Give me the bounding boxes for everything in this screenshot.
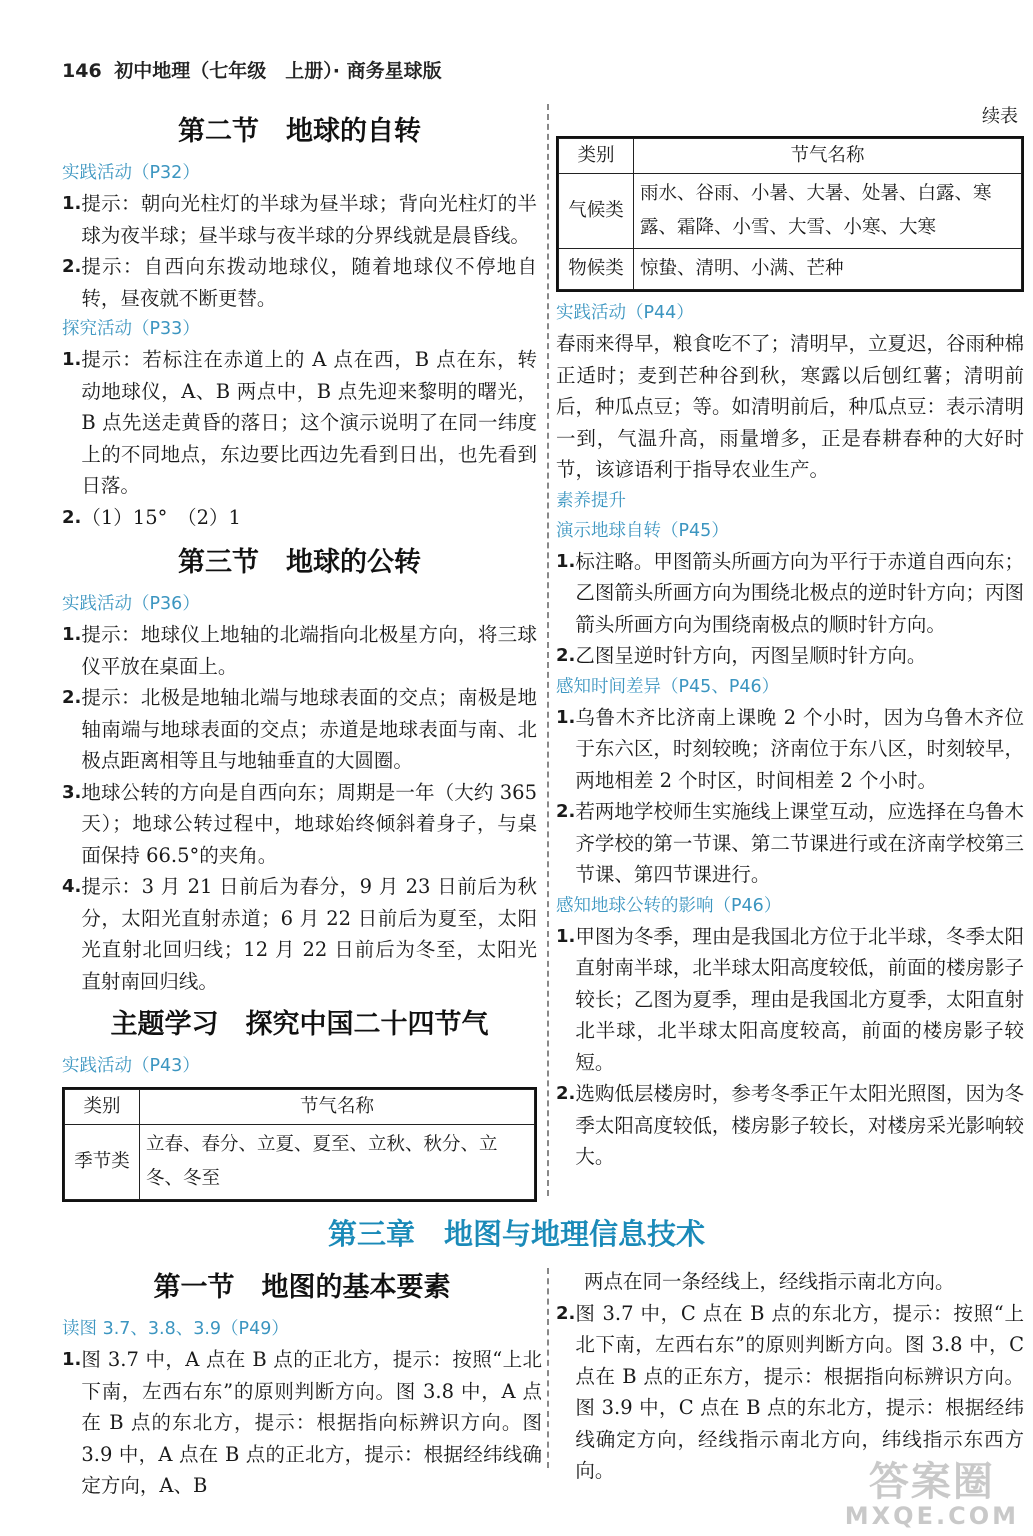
watermark-text: 答案圈 xyxy=(868,1459,995,1505)
solar-terms-table xyxy=(62,1087,537,1202)
answer-item xyxy=(556,796,1024,891)
item-text: （1）15° （2）1 xyxy=(81,505,241,529)
item-text: 乙图呈逆时针方向，丙图呈顺时针方向。 xyxy=(575,644,927,667)
answer-item xyxy=(62,251,537,314)
activity-heading: 实践活动（P32） xyxy=(62,163,200,183)
activity-heading: 读图 3.7、3.8、3.9（P49） xyxy=(62,1319,289,1339)
answer-item xyxy=(62,502,537,534)
item-text: 提示：自西向东拨动地球仪，随着地球仪不停地自转，昼夜就不断更替。 xyxy=(81,255,537,310)
answer-continuation: 两点在同一条经线上，经线指示南北方向。 xyxy=(584,1270,955,1293)
answer-item xyxy=(556,640,1024,672)
item-number: 1. xyxy=(556,550,576,572)
section-title: 第二节 地球的自转 xyxy=(178,116,421,147)
item-text: 选购低层楼房时，参考冬季正午太阳光照图，因为冬季太阳高度较低，楼房影子较长，对楼房采光影响较大。 xyxy=(575,1082,1024,1168)
item-number: 3. xyxy=(62,781,82,803)
activity-heading: 实践活动（P36） xyxy=(62,594,200,614)
item-number: 2. xyxy=(62,256,82,277)
answer-list xyxy=(62,188,537,314)
item-text: 甲图为冬季，理由是我国北方位于北半球，冬季太阳直射南半球，北半球太阳高度较低，前面的楼房影子较长；乙图为夏季，理由是我国北方夏季，太阳直射北半球，北半球太阳高度较高，前面的楼房影子较短。 xyxy=(575,924,1024,1074)
bottom-right-column xyxy=(556,1266,1024,1487)
table-terms-cell: 雨水、谷雨、小暑、大暑、处暑、白露、寒露、霜降、小雪、大雪、小寒、大寒 xyxy=(634,174,1022,249)
continued-table-label: 续表 xyxy=(982,106,1018,127)
subsection-heading: 素养提升 xyxy=(556,490,626,511)
answer-item xyxy=(556,702,1024,797)
column-divider-top xyxy=(547,104,549,1196)
item-number: 2. xyxy=(556,1302,576,1324)
item-text: 提示：地球仪上地轴的北端指向北极星方向，将三球仪平放在桌面上。 xyxy=(81,623,537,678)
column-divider-bottom xyxy=(547,1268,549,1468)
item-text: 乌鲁木齐比济南上课晚 2 个小时，因为乌鲁木齐位于东六区，时刻较晚；济南位于东八区，时刻较早，两地相差 2 个时区，时间相差 2 个小时。 xyxy=(575,705,1024,792)
answer-paragraph: 春雨来得早，粮食吃不了；清明早，立夏迟，谷雨种棉正适时；麦到芒种谷到秋，寒露以后刨红薯；清明前后，种瓜点豆；等。如清明前后，种瓜点豆：表示清明一到，气温升高，雨量增多，正是春耕春种的大好时节，该谚语利于指导农业生产。 xyxy=(556,332,1025,481)
item-text: 图 3.7 中，C 点在 B 点的东北方，提示：按照“上北下南，左西右东”的原则判断方向。图 3.8 中，C 点在 B 点的正东方，提示：根据指向标辨识方向。图 3.9 中，C 点在 B 点的东北方，提示：根据经纬线确定方向，经线指示南北方向，纬线指示东西方向。 xyxy=(575,1301,1024,1482)
answer-item xyxy=(556,921,1024,1079)
item-number: 2. xyxy=(556,1083,576,1104)
item-number: 2. xyxy=(62,506,82,528)
item-number: 1. xyxy=(62,624,82,645)
table-header-row xyxy=(65,1090,535,1125)
item-text: 提示：若标注在赤道上的 A 点在西，B 点在东，转动地球仪，A、B 两点中，B 点先迎来黎明的曙光，B 点先送走黄昏的落日；这个演示说明了在同一纬度上的不同地点，东边要比西边先看到日出，也先看到日落。 xyxy=(81,348,537,497)
table-header-cell: 节气名称 xyxy=(140,1090,535,1125)
answer-item xyxy=(62,344,537,502)
answer-list xyxy=(556,921,1024,1173)
answer-item xyxy=(556,546,1024,641)
item-number: 1. xyxy=(62,349,82,370)
site-watermark xyxy=(844,1459,1019,1530)
section-title: 主题学习 探究中国二十四节气 xyxy=(110,1009,489,1040)
activity-heading: 演示地球自转（P45） xyxy=(556,520,729,541)
table-row xyxy=(559,174,1022,249)
answer-list xyxy=(556,546,1024,672)
item-number: 1. xyxy=(62,1349,82,1370)
item-text: 提示：朝向光柱灯的半球为昼半球；背向光柱灯的半球为夜半球；昼半球与夜半球的分界线就是晨昏线。 xyxy=(81,192,537,247)
solar-terms-table-continued xyxy=(556,136,1024,292)
answer-list xyxy=(62,344,537,533)
table-header-cell: 类别 xyxy=(559,139,634,174)
table-category-cell: 气候类 xyxy=(559,174,634,249)
activity-heading: 实践活动（P43） xyxy=(62,1056,200,1076)
item-number: 4. xyxy=(62,876,82,897)
answer-item xyxy=(556,1078,1024,1173)
chapter-title: 第三章 地图与地理信息技术 xyxy=(327,1217,705,1251)
table-terms-cell: 惊蛰、清明、小满、芒种 xyxy=(634,249,1022,290)
book-title: 初中地理（七年级 上册）· 商务星球版 xyxy=(114,60,442,82)
item-text: 图 3.7 中，A 点在 B 点的正北方，提示：按照“上北下南，左西右东”的原则判断方向。图 3.8 中，A 点在 B 点的东北方，提示：根据指向标辨识方向。图 3.9 中，A 点在 B 点的正北方，提示：根据经纬线确定方向，A、B xyxy=(81,1348,542,1497)
item-number: 2. xyxy=(556,645,576,666)
table-category-cell: 物候类 xyxy=(559,249,634,290)
answer-item xyxy=(62,619,537,682)
activity-heading: 探究活动（P33） xyxy=(62,319,200,339)
answer-item xyxy=(62,871,537,997)
item-number: 1. xyxy=(62,193,82,214)
right-column xyxy=(556,108,1024,1173)
item-number: 1. xyxy=(556,925,576,947)
item-text: 标注略。甲图箭头所画方向为平行于赤道自西向东；乙图箭头所画方向为围绕北极点的逆时针方向；丙图箭头所画方向为围绕南极点的顺时针方向。 xyxy=(575,549,1024,636)
left-column xyxy=(62,108,537,1202)
answer-item xyxy=(62,188,537,251)
item-number: 1. xyxy=(556,706,576,728)
item-text: 若两地学校师生实施线上课堂互动，应选择在乌鲁木齐学校的第一节课、第二节课进行或在济南学校第三节课、第四节课进行。 xyxy=(575,800,1024,886)
table-header-cell: 节气名称 xyxy=(634,139,1022,174)
item-text: 地球公转的方向是自西向东；周期是一年（大约 365 天）；地球公转过程中，地球始终倾斜着身子，与桌面保持 66.5°的夹角。 xyxy=(81,780,537,867)
answer-item xyxy=(62,777,537,872)
page-number: 146 xyxy=(62,60,102,82)
item-number: 2. xyxy=(62,687,82,708)
answer-list xyxy=(556,702,1024,891)
activity-heading: 实践活动（P44） xyxy=(556,303,694,323)
bottom-left-column xyxy=(62,1268,542,1502)
section-title: 第三节 地球的公转 xyxy=(178,547,421,578)
answer-list xyxy=(62,1344,542,1502)
item-text: 提示：北极是地轴北端与地球表面的交点；南极是地轴南端与地球表面的交点；赤道是地球表面与南、北极点距离相等且与地轴垂直的大圆圈。 xyxy=(81,686,537,772)
answer-item xyxy=(62,1344,542,1502)
answer-list xyxy=(62,619,537,997)
table-header-row xyxy=(559,139,1022,174)
table-row xyxy=(65,1125,535,1200)
item-text: 提示：3 月 21 日前后为春分，9 月 23 日前后为秋分，太阳光直射赤道；6 月 22 日前后为夏至，太阳光直射北回归线；12 月 22 日前后为冬至，太阳光直射南回归线。 xyxy=(81,875,537,993)
table-category-cell: 季节类 xyxy=(65,1125,140,1200)
answer-item xyxy=(62,682,537,777)
activity-heading: 感知时间差异（P45、P46） xyxy=(556,676,780,697)
table-header-cell: 类别 xyxy=(65,1090,140,1125)
activity-heading: 感知地球公转的影响（P46） xyxy=(556,895,782,916)
watermark-url: MXQE.COM xyxy=(844,1502,1019,1530)
table-row xyxy=(559,249,1022,290)
item-number: 2. xyxy=(556,801,576,822)
section-title: 第一节 地图的基本要素 xyxy=(153,1272,451,1303)
page-header xyxy=(62,56,442,83)
table-terms-cell: 立春、春分、立夏、夏至、立秋、秋分、立冬、冬至 xyxy=(140,1125,535,1200)
